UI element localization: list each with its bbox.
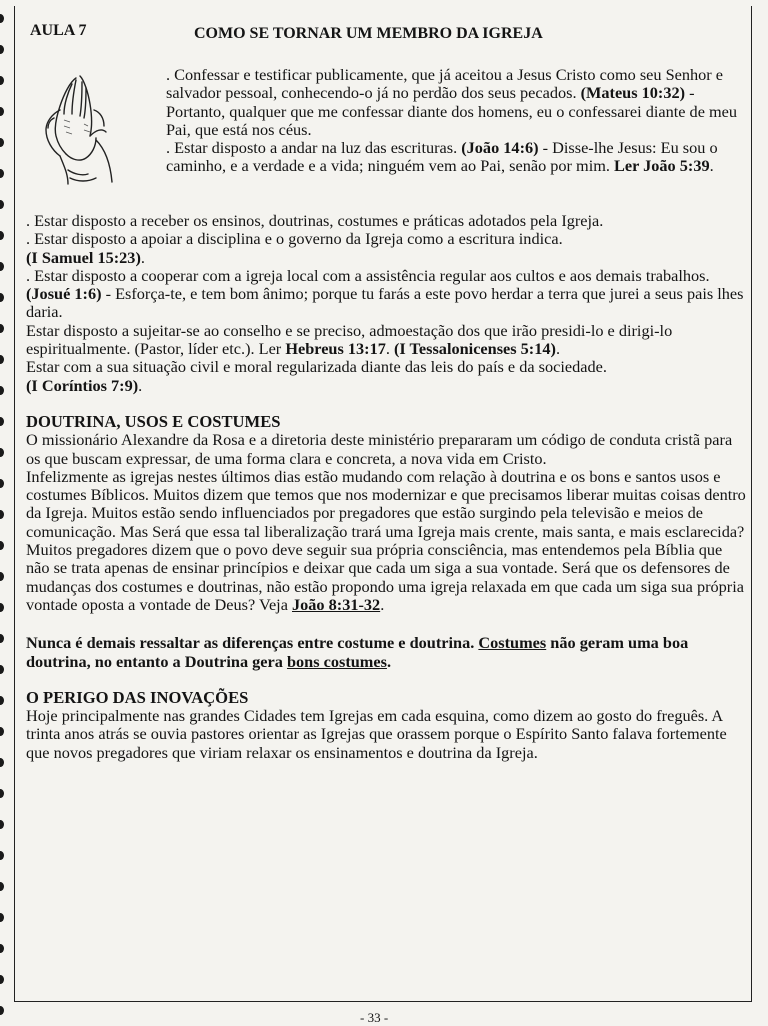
binder-hole — [0, 479, 4, 488]
membership-requirements-list — [26, 212, 748, 395]
binder-hole — [0, 634, 4, 643]
binder-hole — [0, 417, 4, 426]
praying-hands-icon — [24, 70, 136, 188]
text-run: . Confessar e testificar publicamente, que já aceitou a Jesus Cristo como seu Senhor e salvador pessoal, conhecendo-o já no perdão dos seus pecados. — [166, 65, 724, 103]
scripture-reference: (Mateus 10:32) — [580, 83, 686, 103]
binder-hole — [0, 386, 4, 395]
requirement-paragraph — [26, 322, 748, 359]
binder-hole — [0, 975, 4, 984]
section-heading-doctrine: DOUTRINA, USOS E COSTUMES — [26, 411, 281, 431]
binder-hole — [0, 944, 4, 953]
text-run: . — [385, 339, 395, 359]
section-doctrine-text — [26, 431, 748, 614]
scripture-reference: (I Tessalonicenses 5:14) — [394, 339, 556, 359]
binder-hole — [0, 1006, 4, 1015]
binder-hole — [0, 727, 4, 736]
text-run: - Portanto, qualquer que me confessar diante dos homens, eu o confessarei diante de meu Pai, que está nos céus. — [166, 83, 738, 139]
section-heading-innovations: O PERIGO DAS INOVAÇÕES — [26, 687, 249, 707]
lesson-header — [26, 22, 748, 46]
binder-hole — [0, 758, 4, 767]
text-run: - Disse-lhe Jesus: Eu sou o caminho, e a verdade e a vida; ninguém vem ao Pai, senão por mim. — [166, 138, 718, 176]
binder-hole — [0, 76, 4, 85]
binder-hole — [0, 355, 4, 364]
requirement-paragraph — [26, 212, 748, 230]
binder-hole — [0, 14, 4, 23]
requirement-paragraph — [26, 358, 748, 376]
binder-hole — [0, 448, 4, 457]
text-run: Muitos pregadores dizem que o povo deve seguir sua própria consciência, mas entendemos pela Bíblia que não se trata apenas de ensinar princípios e deixar que cada um siga a sua vontade. Será que os defensores de mudanças dos costumes e doutrinas, não estão propondo uma igreja relaxada em que cada um siga sua própria vontade oposta a vontade de Deus? Veja — [26, 540, 744, 614]
intro-text — [166, 66, 748, 176]
scripture-reference: Hebreus 13:17 — [285, 339, 386, 359]
text-run: . — [138, 375, 143, 395]
page-number: - 33 - — [360, 1010, 389, 1025]
document-body — [26, 22, 748, 762]
binder-hole — [0, 138, 4, 147]
requirement-paragraph — [166, 139, 748, 176]
binder-hole — [0, 572, 4, 581]
text-run: . — [709, 156, 714, 176]
scripture-reference: Costumes — [478, 633, 547, 653]
requirement-paragraph — [26, 230, 748, 248]
binder-hole — [0, 324, 4, 333]
requirement-paragraph — [26, 249, 748, 267]
binder-hole — [0, 293, 4, 302]
binder-hole — [0, 541, 4, 550]
binder-holes — [0, 0, 8, 1024]
text-run: Infelizmente as igrejas nestes últimos dias estão mudando com relação à doutrina e os bons e santos usos e costumes Bíblicos. Muitos dizem que temos que nos modernizar e que precisamos liberar muitas coisas dentro da Igreja. Muitos estão sendo influenciados por pregadores que estão surgindo pela televisão e meios de comunicação. Mas Será que essa tal liberalização trará uma Igreja mais crente, mais santa, e mais esclarecida? — [26, 466, 746, 541]
binder-hole — [0, 696, 4, 705]
text-run: - Esforça-te, e tem bom ânimo; porque tu farás a este povo herdar a terra que jurei a seus pais lhes daria. — [26, 284, 744, 322]
intro-block — [26, 66, 748, 212]
binder-hole — [0, 262, 4, 271]
emphasis-statement — [26, 634, 748, 671]
requirement-paragraph — [26, 377, 748, 395]
binder-hole — [0, 510, 4, 519]
scripture-reference: (I Samuel 15:23) — [26, 247, 141, 267]
text-run: . — [555, 339, 561, 359]
scripture-reference: Nunca é demais ressaltar as diferenças entre costume e doutrina. — [26, 633, 479, 653]
section-innovations-text — [26, 707, 748, 762]
scripture-reference: (Josué 1:6) — [26, 284, 102, 304]
text-run: . Estar disposto a cooperar com a igreja local com a assistência regular aos cultos e aos demais trabalhos. — [26, 265, 710, 285]
text-run: Hoje principalmente nas grandes Cidades tem Igrejas em cada esquina, como dizem ao gosto do freguês. A trinta anos atrás se ouvia pastores orientar as Igrejas que orassem porque o Espírito Santo falava fortemente que novos pregadores que viriam relaxar os ensinamentos e doutrina da Igreja. — [26, 706, 727, 762]
scripture-reference: (I Coríntios 7:9) — [26, 375, 139, 395]
requirement-paragraph — [166, 66, 748, 139]
requirement-paragraph — [26, 267, 748, 322]
lesson-number: AULA 7 — [30, 22, 87, 39]
text-run: . Estar disposto a receber os ensinos, doutrinas, costumes e práticas adotados pela Igreja. — [26, 211, 604, 230]
scripture-reference: Ler João 5:39 — [614, 156, 710, 176]
lesson-title: COMO SE TORNAR UM MEMBRO DA IGREJA — [194, 25, 543, 42]
scripture-reference: bons costumes — [286, 651, 387, 671]
binder-hole — [0, 169, 4, 178]
body-paragraph — [26, 431, 748, 468]
binder-hole — [0, 603, 4, 612]
binder-hole — [0, 231, 4, 240]
binder-hole — [0, 45, 4, 54]
text-run: . Estar disposto a andar na luz das escrituras. — [166, 138, 462, 158]
binder-hole — [0, 200, 4, 209]
body-paragraph — [26, 468, 748, 541]
binder-hole — [0, 820, 4, 829]
text-run: . — [380, 594, 385, 614]
binder-hole — [0, 789, 4, 798]
text-run: O missionário Alexandre da Rosa e a diretoria deste ministério prepararam um código de conduta cristã para os que buscam expressar, de uma forma clara e concreta, a nova vida em Cristo. — [26, 430, 733, 468]
binder-hole — [0, 665, 4, 674]
scripture-reference: . — [386, 651, 392, 671]
text-run: Estar com a sua situação civil e moral regularizada diante das leis do país e da sociedade. — [26, 357, 607, 377]
scripture-reference: não geram uma boa doutrina, no entanto a Doutrina gera — [26, 633, 689, 671]
text-run: . Estar disposto a apoiar a disciplina e o governo da Igreja como a escritura indica. — [26, 229, 563, 249]
text-run: . — [140, 247, 145, 267]
scripture-reference: João 8:31-32 — [292, 594, 381, 614]
binder-hole — [0, 851, 4, 860]
scripture-reference: (João 14:6) — [461, 138, 539, 158]
text-run: Estar disposto a sujeitar-se ao conselho e se preciso, admoestação dos que irão presidi-lo e dirigi-lo espiritualmente. (Pastor, líder etc.). Ler — [26, 320, 673, 359]
body-paragraph — [26, 707, 748, 762]
binder-hole — [0, 882, 4, 891]
binder-hole — [0, 913, 4, 922]
binder-hole — [0, 107, 4, 116]
body-paragraph — [26, 541, 748, 614]
